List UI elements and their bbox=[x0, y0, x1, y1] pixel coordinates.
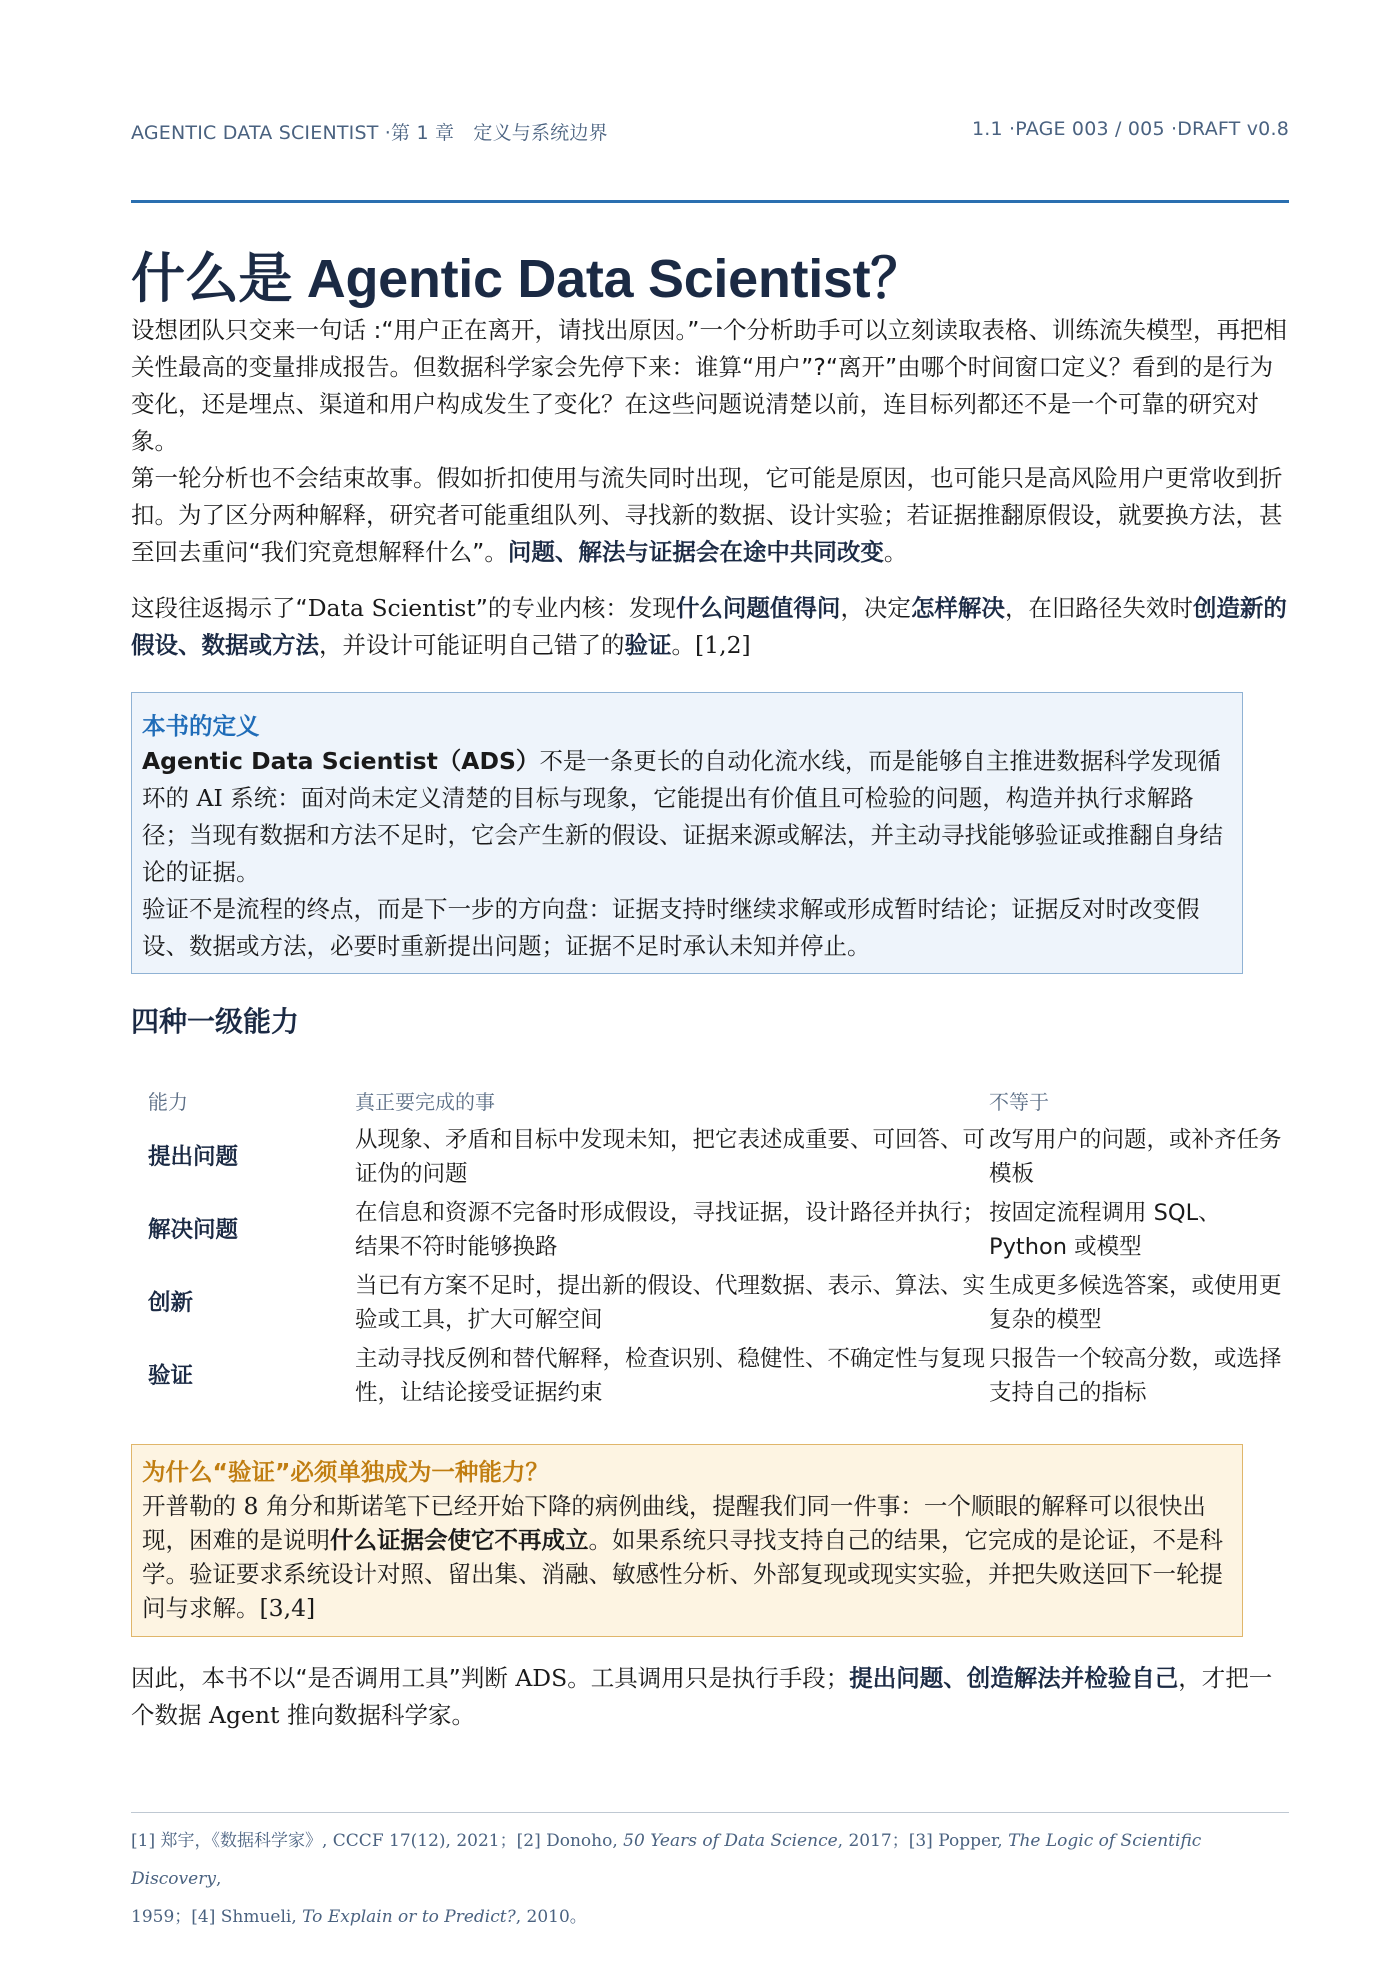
verify-text-1: 开普勒的 bbox=[142, 1492, 244, 1520]
verify-text-2: 角分和斯诺笔下已经开始下降的病例曲线，提醒我们同一件事：一个顺眼的解释可以很快出现，困难的是说明 bbox=[142, 1492, 1206, 1554]
header-page-info: 1.1 ·PAGE 003 / 005 ·DRAFT v0.8 bbox=[971, 118, 1289, 140]
capability-task: 从现象、矛盾和目标中发现未知，把它表述成重要、可回答、可证伪的问题 bbox=[355, 1126, 986, 1187]
capability-task: 主动寻找反例和替代解释，检查识别、稳健性、不确定性与复现性，让结论接受证据约束 bbox=[355, 1345, 986, 1406]
header-capability: 能力 bbox=[148, 1089, 188, 1114]
definition-term: Agentic Data Scientist（ADS） bbox=[142, 747, 540, 775]
paragraph-2-emphasis: 问题、解法与证据会在途中共同改变 bbox=[507, 538, 884, 566]
p3-bold-2: 怎样解决 bbox=[910, 594, 1005, 622]
capability-not: 按固定流程调用 SQL、Python 或模型 bbox=[989, 1199, 1221, 1260]
capability-name: 验证 bbox=[148, 1362, 194, 1389]
page-title: 什么是 Agentic Data Scientist？ bbox=[131, 249, 925, 309]
verify-emphasis: 什么证据会使它不再成立 bbox=[330, 1526, 589, 1554]
definition-text-2: 系统：面对尚未定义清楚的目标与现象，它能提出有价值且可检验的问题，构造并执行求解路径；当现有数据和方法不足时，它会产生新的假设、证据来源或解法，并主动寻找能够验证或推翻自身结论的证据。 bbox=[142, 784, 1223, 886]
definition-ai-term: AI bbox=[196, 784, 223, 812]
citation-link[interactable]: [1,2] bbox=[695, 631, 751, 659]
capability-task: 当已有方案不足时，提出新的假设、代理数据、表示、算法、实验或工具，扩大可解空间 bbox=[355, 1272, 986, 1333]
p4-text-2: 。工具调用只是执行手段； bbox=[567, 1664, 850, 1692]
footnote-ref-4-year: , 2010。 bbox=[515, 1907, 587, 1927]
capability-name: 提出问题 bbox=[148, 1143, 239, 1170]
p3-text-1: 这段往返揭示了“ bbox=[131, 594, 308, 622]
p4-text-4: 推向数据科学家。 bbox=[279, 1701, 475, 1729]
citation-link[interactable]: [3,4] bbox=[259, 1594, 316, 1622]
section-heading: 四种一级能力 bbox=[131, 1005, 300, 1038]
p3-text-6: 。 bbox=[671, 631, 695, 659]
footnote-ref-3-comma: , bbox=[215, 1869, 222, 1889]
verification-box-title: 为什么“验证”必须单独成为一种能力？ bbox=[142, 1458, 549, 1486]
p3-text-5: ，并设计可能证明自己错了的 bbox=[319, 631, 625, 659]
p3-text-2: ”的专业内核：发现 bbox=[475, 594, 676, 622]
table-row bbox=[131, 1339, 1289, 1412]
p4-ads-term: ADS bbox=[515, 1664, 568, 1692]
table-header bbox=[131, 1080, 1289, 1120]
paragraph-2-end: 。 bbox=[883, 538, 908, 566]
header-not-equal: 不等于 bbox=[989, 1089, 1049, 1114]
table-row bbox=[131, 1193, 1289, 1266]
p3-bold-1: 什么问题值得问 bbox=[675, 594, 841, 622]
p3-text-3: ，决定 bbox=[840, 594, 911, 622]
p4-agent-term: Agent bbox=[208, 1701, 280, 1729]
p3-bold-4: 验证 bbox=[624, 631, 672, 659]
p4-text-3: ，才把一个数据 bbox=[131, 1664, 1273, 1729]
capability-not: 改写用户的问题，或补齐任务模板 bbox=[989, 1126, 1282, 1187]
table-row bbox=[131, 1120, 1289, 1193]
capability-name: 创新 bbox=[148, 1289, 194, 1316]
table-row bbox=[131, 1266, 1289, 1339]
verify-number: 8 bbox=[243, 1492, 259, 1520]
verification-box-body bbox=[142, 1489, 1232, 1625]
p4-emphasis: 提出问题、创造解法并检验自己 bbox=[849, 1664, 1179, 1692]
verify-text-3: 。如果系统只寻找支持自己的结果，它完成的是论证，不是科学。验证要求系统设计对照、留出集、消融、敏感性分析、外部复现或现实实验，并把失败送回下一轮提问与求解。 bbox=[142, 1526, 1223, 1622]
footnote-ref-3-title: The Logic of Scientific Discovery bbox=[131, 1831, 1202, 1889]
capability-task: 在信息和资源不完备时形成假设，寻找证据，设计路径并执行；结果不符时能够换路 bbox=[355, 1199, 986, 1260]
paragraph-2 bbox=[131, 460, 1289, 571]
footnote-ref-3-year: 1959； bbox=[131, 1907, 192, 1927]
capability-table bbox=[131, 1080, 1289, 1412]
footnotes bbox=[131, 1822, 1289, 1936]
p3-text-4: ，在旧路径失效时 bbox=[1004, 594, 1193, 622]
footnote-ref-2-year: , 2017； bbox=[837, 1831, 909, 1851]
capability-name: 解决问题 bbox=[148, 1216, 239, 1243]
paragraph-1: 设想团队只交来一句话 :“用户正在离开，请找出原因。”一个分析助手可以立刻读取表格、训练流失模型，再把相关性最高的变量排成报告。但数据科学家会先停下来：谁算“用户”?“离开”由哪个时间窗口定义？看到的是行为变化，还是埋点、渠道和用户构成发生了变化？在这些问题说清楚以前，连目标列都还不是一个可靠的研究对象。 bbox=[131, 316, 1287, 455]
definition-box-body bbox=[142, 743, 1232, 891]
running-header bbox=[131, 118, 1289, 145]
paragraph-3 bbox=[131, 590, 1289, 664]
definition-box bbox=[131, 692, 1243, 974]
header-task: 真正要完成的事 bbox=[355, 1089, 495, 1114]
paragraph-2-text: 第一轮分析也不会结束故事。假如折扣使用与流失同时出现，它可能是原因，也可能只是高风险用户更常收到折扣。为了区分两种解释，研究者可能重组队列、寻找新的数据、设计实验；若证据推翻原假设，就要换方法，甚至回去重问“我们究竟想解释什么”。 bbox=[131, 464, 1283, 566]
footnote-ref-2-title: 50 Years of Data Science bbox=[623, 1831, 838, 1851]
footnote-ref-4-title: To Explain or to Predict? bbox=[302, 1907, 516, 1927]
header-rule bbox=[131, 200, 1289, 203]
footnote-ref-4: [4] Shmueli, bbox=[191, 1907, 303, 1927]
footnote-ref-2: [2] Donoho, bbox=[516, 1831, 624, 1851]
paragraph-4 bbox=[131, 1660, 1289, 1734]
p3-bold-3: 创造新的假设、数据或方法 bbox=[131, 594, 1287, 659]
p4-text-1: 因此，本书不以“是否调用工具”判断 bbox=[131, 1664, 516, 1692]
footnote-ref-1: [1] 郑宇，《数据科学家》, CCCF 17(12), 2021； bbox=[131, 1831, 517, 1851]
definition-box-title: 本书的定义 bbox=[142, 712, 260, 740]
footnote-rule bbox=[131, 1812, 1289, 1813]
header-chapter: AGENTIC DATA SCIENTIST ·第 1 章 定义与系统边界 bbox=[131, 122, 608, 144]
footnote-ref-3: [3] Popper, bbox=[908, 1831, 1009, 1851]
definition-text-1: 不是一条更长的自动化流水线，而是能够自主推进数据科学发现循环的 bbox=[142, 747, 1221, 812]
verification-box bbox=[131, 1444, 1243, 1637]
definition-box-note: 验证不是流程的终点，而是下一步的方向盘：证据支持时继续求解或形成暂时结论；证据反对时改变假设、数据或方法，必要时重新提出问题；证据不足时承认未知并停止。 bbox=[142, 895, 1200, 960]
capability-not: 只报告一个较高分数，或选择支持自己的指标 bbox=[989, 1345, 1282, 1406]
capability-not: 生成更多候选答案，或使用更复杂的模型 bbox=[989, 1272, 1282, 1333]
p3-ds-term: Data Scientist bbox=[307, 594, 476, 622]
